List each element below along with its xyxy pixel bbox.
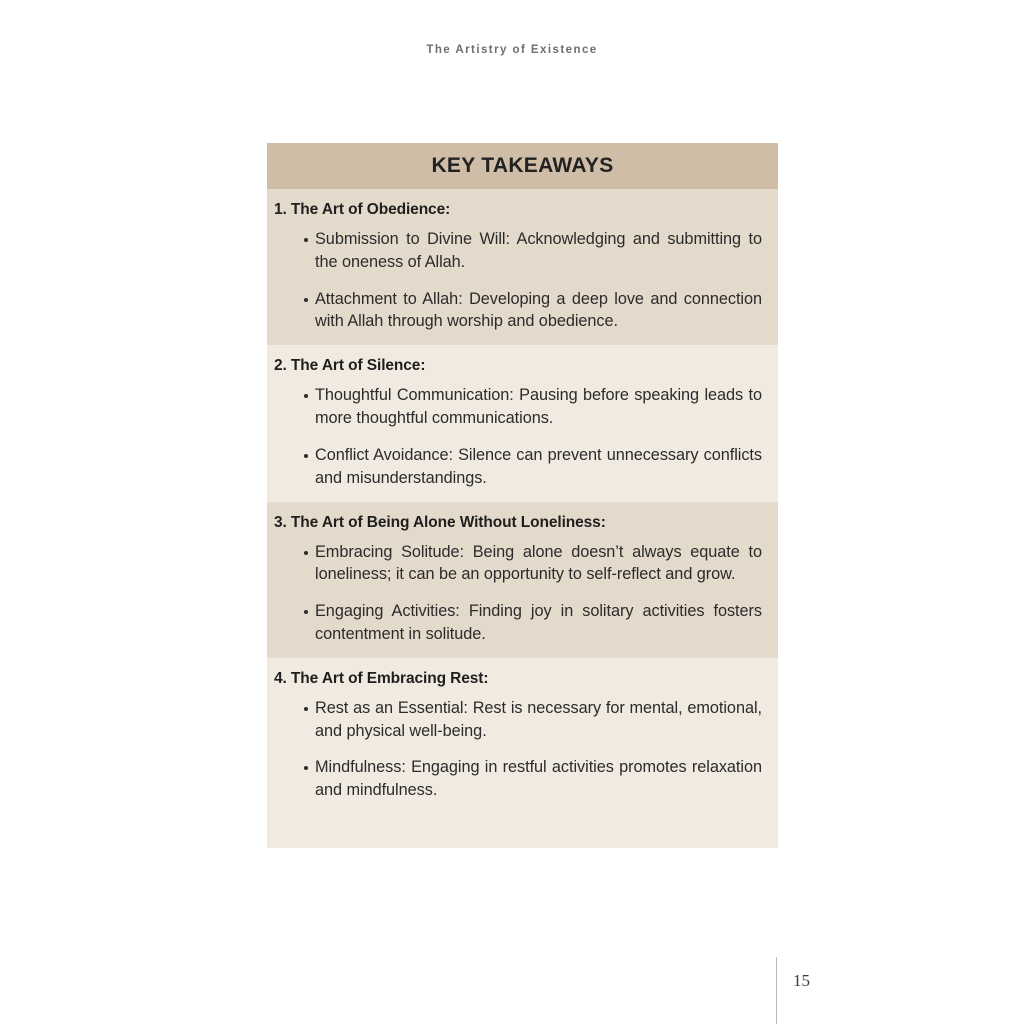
page-number-divider: [776, 957, 777, 1024]
page-number: 15: [793, 971, 810, 990]
card-title-bar: [267, 143, 778, 189]
section-bullet-list: [274, 384, 762, 489]
takeaway-section-4: [267, 658, 778, 848]
page-footer: [776, 957, 810, 1024]
list-item: Engaging Activities: Finding joy in solitary activities fosters contentment in solitude.: [274, 600, 762, 646]
list-item: Rest as an Essential: Rest is necessary for mental, emotional, and physical well-being.: [274, 697, 762, 743]
list-item: Attachment to Allah: Developing a deep love and connection with Allah through worship and obedience.: [274, 288, 762, 334]
list-item: Embracing Solitude: Being alone doesn’t always equate to loneliness; it can be an opportunity to self-reflect and grow.: [274, 541, 762, 587]
list-item: Submission to Divine Will: Acknowledging and submitting to the oneness of Allah.: [274, 228, 762, 274]
card-title: KEY TAKEAWAYS: [431, 154, 614, 177]
running-head: The Artistry of Existence: [426, 44, 598, 56]
takeaway-section-1: [267, 189, 778, 345]
takeaway-section-2: [267, 345, 778, 501]
takeaway-section-3: [267, 502, 778, 658]
section-heading: 3. The Art of Being Alone Without Loneliness:: [274, 513, 606, 531]
key-takeaways-card: [267, 143, 778, 848]
section-bullet-list: [274, 697, 762, 802]
section-bullet-list: [274, 541, 762, 646]
section-heading: 2. The Art of Silence:: [274, 357, 426, 375]
list-item: Conflict Avoidance: Silence can prevent unnecessary conflicts and misunderstandings.: [274, 444, 762, 490]
section-bullet-list: [274, 228, 762, 333]
list-item: Thoughtful Communication: Pausing before speaking leads to more thoughtful communications.: [274, 384, 762, 430]
list-item: Mindfulness: Engaging in restful activities promotes relaxation and mindfulness.: [274, 756, 762, 802]
section-heading: 1. The Art of Obedience:: [274, 201, 451, 218]
section-heading: 4. The Art of Embracing Rest:: [274, 669, 489, 687]
